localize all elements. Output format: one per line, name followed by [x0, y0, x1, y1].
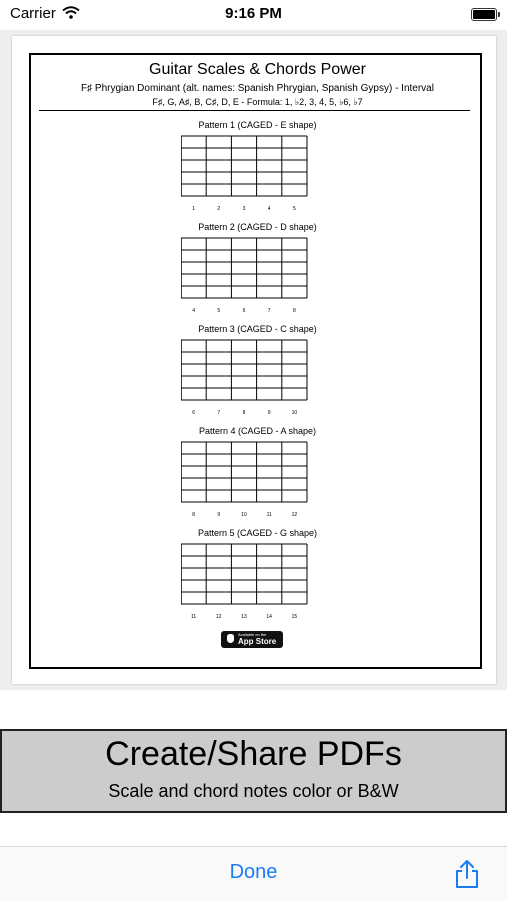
- pattern-block: [31, 222, 484, 322]
- fret-number-label: 6: [192, 410, 195, 416]
- fret-number-label: 13: [241, 614, 247, 620]
- pattern-title: Pattern 2 (CAGED - D shape): [198, 222, 317, 232]
- fret-number-label: 11: [266, 512, 272, 518]
- fret-number-label: 11: [190, 614, 197, 620]
- fret-number-label: 8: [242, 410, 246, 416]
- apple-logo-icon: [227, 634, 234, 643]
- fret-number-label: 4: [267, 206, 271, 212]
- fretboard-diagram: [181, 132, 311, 214]
- carrier-label: Carrier: [10, 5, 56, 22]
- fret-number-label: 14: [266, 614, 272, 620]
- fretboard-diagram: [181, 540, 311, 622]
- pattern-title: Pattern 4 (CAGED - A shape): [198, 426, 317, 436]
- share-icon[interactable]: [454, 859, 480, 889]
- fret-number-label: 6: [242, 308, 246, 314]
- fret-number-label: 9: [267, 410, 271, 416]
- badge-main-text: App Store: [238, 637, 277, 646]
- fret-number-label: 4: [192, 308, 195, 314]
- pdf-preview-area[interactable]: [0, 30, 507, 690]
- pattern-title: Pattern 1 (CAGED - E shape): [198, 120, 317, 130]
- fret-number-label: 3: [242, 206, 246, 212]
- pattern-block: [31, 120, 484, 220]
- fret-number-label: 8: [192, 512, 195, 518]
- page-border: [29, 53, 482, 669]
- fretboard-diagram: [181, 438, 311, 520]
- fret-number-label: 10: [291, 410, 298, 416]
- fret-number-label: 5: [293, 206, 296, 212]
- fret-number-label: 8: [293, 308, 296, 314]
- title-divider: [39, 110, 470, 111]
- badge-small-text: Available on the: [238, 632, 267, 637]
- pattern-title: Pattern 3 (CAGED - C shape): [198, 324, 317, 334]
- pdf-page: [12, 36, 496, 684]
- fret-number-label: 15: [291, 614, 298, 620]
- pattern-title: Pattern 5 (CAGED - G shape): [197, 528, 318, 538]
- promo-headline: Create/Share PDFs: [105, 735, 402, 773]
- fretboard-diagram: [181, 336, 311, 418]
- scale-notes-formula: F♯, G, A♯, B, C♯, D, E - Formula: 1, ♭2, 3, 4, 5, ♭6, ♭7: [152, 97, 363, 107]
- document-title: Guitar Scales & Chords Power: [149, 61, 366, 78]
- pattern-block: [31, 426, 484, 526]
- fret-number-label: 12: [216, 614, 222, 620]
- battery-icon: [471, 8, 497, 21]
- status-bar: [0, 0, 507, 30]
- pattern-block: [31, 324, 484, 424]
- fret-number-label: 9: [217, 512, 221, 518]
- fret-number-label: 5: [217, 308, 221, 314]
- fret-number-label: 2: [217, 206, 221, 212]
- fretboard-diagram: [181, 234, 311, 316]
- pattern-block: [31, 528, 484, 628]
- app-store-badge: [221, 631, 283, 648]
- fret-number-label: 7: [267, 308, 271, 314]
- fret-number-label: 12: [291, 512, 298, 518]
- clock: 9:16 PM: [225, 5, 282, 22]
- fret-number-label: 1: [192, 206, 195, 212]
- fret-number-label: 10: [241, 512, 247, 518]
- promo-subtext: Scale and chord notes color or B&W: [108, 781, 399, 801]
- document-subtitle: F♯ Phrygian Dominant (alt. names: Spanish Phrygian, Spanish Gypsy) - Interval: [81, 83, 434, 94]
- fret-number-label: 7: [217, 410, 221, 416]
- bottom-toolbar: [0, 846, 507, 901]
- promo-banner: [0, 729, 507, 813]
- done-button[interactable]: Done: [0, 861, 507, 884]
